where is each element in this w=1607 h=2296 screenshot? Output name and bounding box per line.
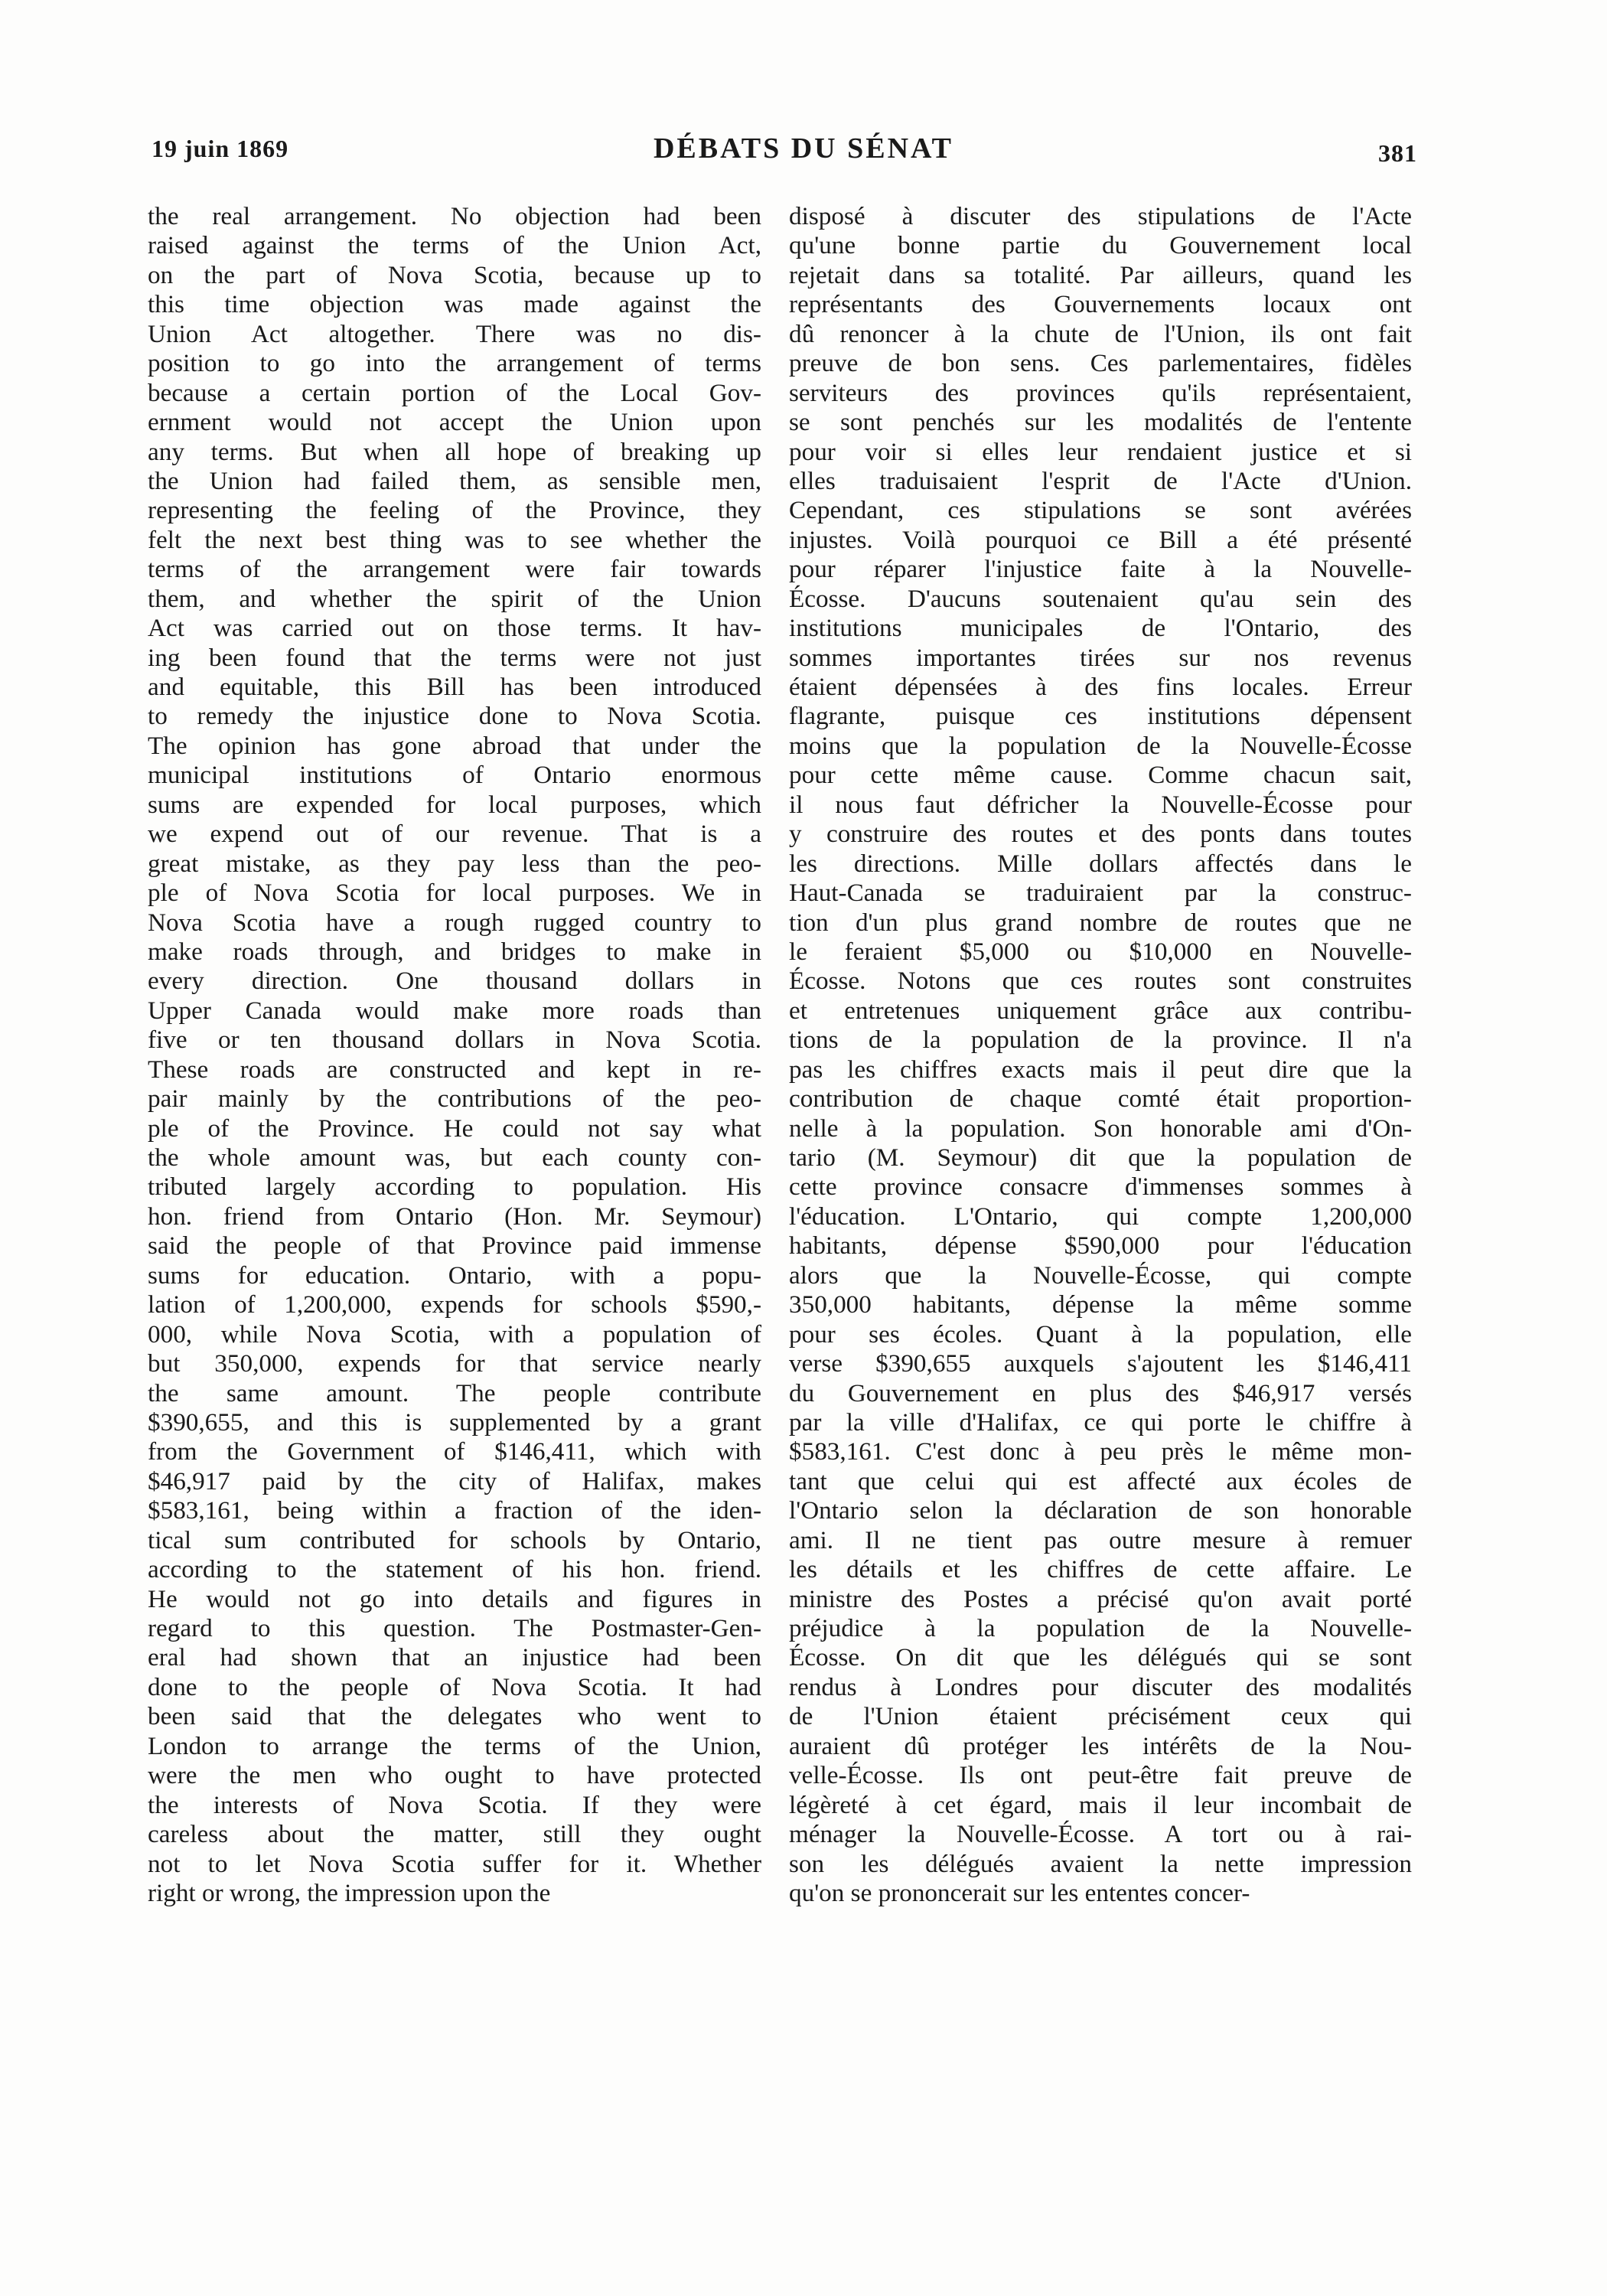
text-line: raised against the terms of the Union Act, — [148, 231, 761, 260]
text-line: Act was carried out on those terms. It hav- — [148, 614, 761, 643]
text-line: according to the statement of his hon. friend. — [148, 1555, 761, 1584]
text-line: le feraient $5,000 ou $10,000 en Nouvelle- — [789, 937, 1412, 966]
text-line: the interests of Nova Scotia. If they were — [148, 1790, 761, 1819]
english-column — [148, 202, 761, 1908]
text-line: to remedy the injustice done to Nova Scotia. — [148, 702, 761, 731]
text-line: hon. friend from Ontario (Hon. Mr. Seymour) — [148, 1202, 761, 1231]
text-line: rendus à Londres pour discuter des modalités — [789, 1672, 1412, 1701]
text-line: 350,000 habitants, dépense la même somme — [789, 1290, 1412, 1319]
text-line: velle-Écosse. Ils ont peut-être fait preuve de — [789, 1761, 1412, 1790]
text-line: $46,917 paid by the city of Halifax, makes — [148, 1466, 761, 1495]
text-line: every direction. One thousand dollars in — [148, 967, 761, 996]
text-line: ami. Il ne tient pas outre mesure à remuer — [789, 1525, 1412, 1554]
text-line: $390,655, and this is supplemented by a grant — [148, 1407, 761, 1437]
text-line: Écosse. Notons que ces routes sont construites — [789, 967, 1412, 996]
text-line: pour cette même cause. Comme chacun sait, — [789, 761, 1412, 790]
text-line: pour voir si elles leur rendaient justice et si — [789, 437, 1412, 466]
text-line: les détails et les chiffres de cette affaire. Le — [789, 1555, 1412, 1584]
text-line: them, and whether the spirit of the Union — [148, 584, 761, 613]
text-line: the same amount. The people contribute — [148, 1378, 761, 1407]
text-line: injustes. Voilà pourquoi ce Bill a été présenté — [789, 525, 1412, 554]
text-line: this time objection was made against the — [148, 290, 761, 319]
text-line: great mistake, as they pay less than the peo- — [148, 849, 761, 878]
text-line: position to go into the arrangement of terms — [148, 349, 761, 378]
french-column — [789, 202, 1412, 1908]
text-line: qu'une bonne partie du Gouvernement local — [789, 231, 1412, 260]
text-line: Écosse. D'aucuns soutenaient qu'au sein des — [789, 584, 1412, 613]
text-line: et entretenues uniquement grâce aux contribu- — [789, 996, 1412, 1025]
text-line: il nous faut défricher la Nouvelle-Écosse pour — [789, 790, 1412, 819]
text-line: make roads through, and bridges to make in — [148, 937, 761, 966]
text-line: y construire des routes et des ponts dans toutes — [789, 820, 1412, 849]
text-line: institutions municipales de l'Ontario, des — [789, 614, 1412, 643]
text-line: Écosse. On dit que les délégués qui se sont — [789, 1643, 1412, 1672]
text-line: sommes importantes tirées sur nos revenus — [789, 643, 1412, 672]
text-line: said the people of that Province paid immense — [148, 1231, 761, 1261]
text-line: tario (M. Seymour) dit que la population de — [789, 1143, 1412, 1172]
text-line: ménager la Nouvelle-Écosse. A tort ou à rai- — [789, 1820, 1412, 1849]
text-line: sums for education. Ontario, with a popu- — [148, 1261, 761, 1290]
text-line: lation of 1,200,000, expends for schools $590,- — [148, 1290, 761, 1319]
page-number: 381 — [1378, 139, 1417, 167]
text-line: $583,161. C'est donc à peu près le même mon- — [789, 1437, 1412, 1466]
text-line: se sont penchés sur les modalités de l'entente — [789, 408, 1412, 437]
text-line: son les délégués avaient la nette impression — [789, 1849, 1412, 1878]
text-line: auraient dû protéger les intérêts de la Nou- — [789, 1731, 1412, 1760]
page-header — [0, 0, 1607, 184]
text-line: cette province consacre d'immenses sommes à — [789, 1172, 1412, 1202]
text-line: pour ses écoles. Quant à la population, elle — [789, 1319, 1412, 1349]
text-line: les directions. Mille dollars affectés dans le — [789, 849, 1412, 878]
text-line: on the part of Nova Scotia, because up to — [148, 260, 761, 289]
text-line: tical sum contributed for schools by Ontario, — [148, 1525, 761, 1554]
text-line: municipal institutions of Ontario enormous — [148, 761, 761, 790]
text-line: the whole amount was, but each county con- — [148, 1143, 761, 1172]
text-line: because a certain portion of the Local Gov- — [148, 378, 761, 407]
text-line: dû renoncer à la chute de l'Union, ils ont fait — [789, 319, 1412, 348]
text-line: careless about the matter, still they ought — [148, 1820, 761, 1849]
text-line: we expend out of our revenue. That is a — [148, 820, 761, 849]
text-line: but 350,000, expends for that service nearly — [148, 1349, 761, 1378]
text-line: préjudice à la population de la Nouvelle- — [789, 1614, 1412, 1642]
text-line: serviteurs des provinces qu'ils représentaient, — [789, 378, 1412, 407]
text-line: ing been found that the terms were not just — [148, 643, 761, 672]
text-line: representing the feeling of the Province, they — [148, 496, 761, 525]
text-line: Cependant, ces stipulations se sont avérées — [789, 496, 1412, 525]
text-line: qu'on se prononcerait sur les ententes concer- — [789, 1878, 1250, 1907]
text-line: $583,161, being within a fraction of the iden- — [148, 1496, 761, 1525]
text-line: pour réparer l'injustice faite à la Nouvelle- — [789, 555, 1412, 584]
text-line: ernment would not accept the Union upon — [148, 408, 761, 437]
text-line: The opinion has gone abroad that under the — [148, 731, 761, 760]
text-line: any terms. But when all hope of breaking up — [148, 437, 761, 466]
text-line: Haut-Canada se traduiraient par la construc- — [789, 879, 1412, 908]
text-line: London to arrange the terms of the Union, — [148, 1731, 761, 1760]
text-line: He would not go into details and figures in — [148, 1584, 761, 1613]
text-line: done to the people of Nova Scotia. It had — [148, 1672, 761, 1701]
text-line: sums are expended for local purposes, which — [148, 790, 761, 819]
text-line: elles traduisaient l'esprit de l'Acte d'Union. — [789, 466, 1412, 495]
text-line: felt the next best thing was to see whether the — [148, 525, 761, 554]
text-line: tions de la population de la province. Il n'a — [789, 1026, 1412, 1055]
text-line: contribution de chaque comté était proportion- — [789, 1084, 1412, 1114]
text-line: from the Government of $146,411, which with — [148, 1437, 761, 1466]
text-line: Nova Scotia have a rough rugged country to — [148, 908, 761, 937]
text-line: tion d'un plus grand nombre de routes que ne — [789, 908, 1412, 937]
text-line: représentants des Gouvernements locaux ont — [789, 290, 1412, 319]
text-line: par la ville d'Halifax, ce qui porte le chiffre à — [789, 1407, 1412, 1437]
text-line: verse $390,655 auxquels s'ajoutent les $146,411 — [789, 1349, 1412, 1378]
text-line: right or wrong, the impression upon the — [148, 1878, 551, 1907]
text-line: ministre des Postes a précisé qu'on avait porté — [789, 1584, 1412, 1613]
text-line: étaient dépensées à des fins locales. Erreur — [789, 673, 1412, 701]
text-line: preuve de bon sens. Ces parlementaires, fidèles — [789, 349, 1412, 378]
text-line: the real arrangement. No objection had been — [148, 202, 761, 230]
text-line: and equitable, this Bill has been introduced — [148, 673, 761, 701]
text-line: been said that the delegates who went to — [148, 1702, 761, 1731]
text-line: ple of the Province. He could not say what — [148, 1114, 761, 1143]
text-line: pair mainly by the contributions of the peo- — [148, 1084, 761, 1114]
text-line: tributed largely according to population. His — [148, 1172, 761, 1202]
text-line: nelle à la population. Son honorable ami d'On- — [789, 1114, 1412, 1143]
text-line: five or ten thousand dollars in Nova Scotia. — [148, 1026, 761, 1055]
header-title: DÉBATS DU SÉNAT — [653, 132, 953, 165]
text-line: habitants, dépense $590,000 pour l'éducation — [789, 1231, 1412, 1261]
text-line: regard to this question. The Postmaster-Gen- — [148, 1614, 761, 1642]
text-line: the Union had failed them, as sensible men, — [148, 466, 761, 495]
text-line: were the men who ought to have protected — [148, 1761, 761, 1790]
text-line: 000, while Nova Scotia, with a population of — [148, 1319, 761, 1349]
text-line: alors que la Nouvelle-Écosse, qui compte — [789, 1261, 1412, 1290]
text-line: moins que la population de la Nouvelle-Écosse — [789, 731, 1412, 760]
text-line: terms of the arrangement were fair towards — [148, 555, 761, 584]
text-line: du Gouvernement en plus des $46,917 versés — [789, 1378, 1412, 1407]
text-line: de l'Union étaient précisément ceux qui — [789, 1702, 1412, 1731]
text-line: disposé à discuter des stipulations de l'Acte — [789, 202, 1412, 230]
text-line: flagrante, puisque ces institutions dépensent — [789, 702, 1412, 731]
header-date: 19 juin 1869 — [152, 135, 289, 162]
text-line: eral had shown that an injustice had been — [148, 1643, 761, 1672]
text-line: Upper Canada would make more roads than — [148, 996, 761, 1025]
text-line: These roads are constructed and kept in re- — [148, 1055, 761, 1084]
text-line: rejetait dans sa totalité. Par ailleurs, quand les — [789, 260, 1412, 289]
text-line: not to let Nova Scotia suffer for it. Whether — [148, 1849, 761, 1878]
text-line: Union Act altogether. There was no dis- — [148, 319, 761, 348]
text-line: ple of Nova Scotia for local purposes. We in — [148, 879, 761, 908]
text-line: pas les chiffres exacts mais il peut dire que la — [789, 1055, 1412, 1084]
text-line: tant que celui qui est affecté aux écoles de — [789, 1466, 1412, 1495]
text-line: l'éducation. L'Ontario, qui compte 1,200,000 — [789, 1202, 1412, 1231]
text-line: légèreté à cet égard, mais il leur incombait de — [789, 1790, 1412, 1819]
text-line: l'Ontario selon la déclaration de son honorable — [789, 1496, 1412, 1525]
